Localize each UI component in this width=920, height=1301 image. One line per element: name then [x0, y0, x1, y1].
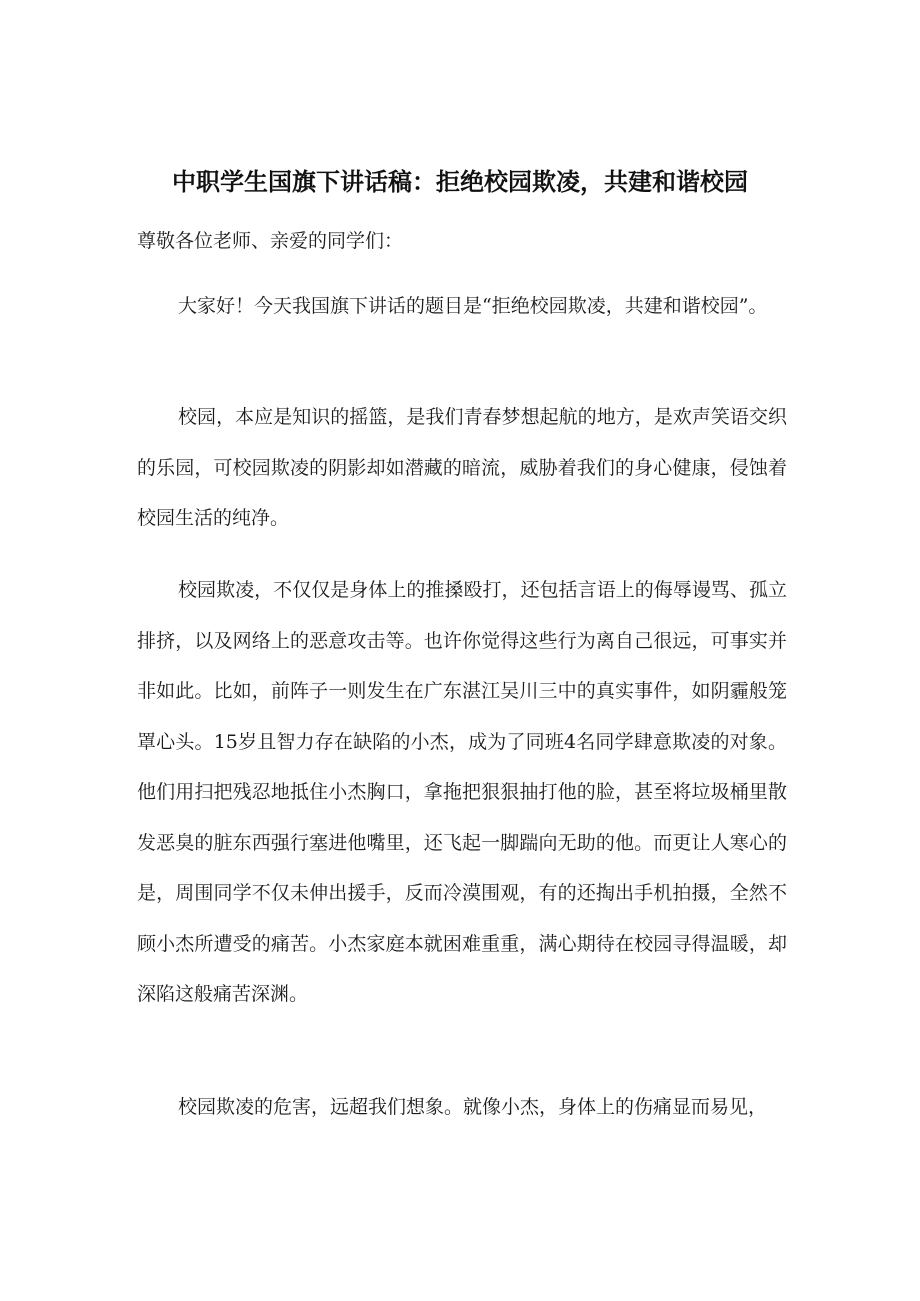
salutation: 尊敬各位老师、亲爱的同学们： — [137, 230, 404, 252]
paragraph-3: 校园欺凌，不仅仅是身体上的推搡殴打，还包括言语上的侮辱谩骂、孤立排挤，以及网络上的恶意攻击等。也许你觉得这些行为离自己很远，可事实并非如此。比如，前阵子一则发生在广东湛江吴川三中的真实事件，如阴霾般笼罩心头。15岁且智力存在缺陷的小杰，成为了同班4名同学肆意欺凌的对象。他们用扫把残忍地抵住小杰胸口，拿拖把狠狠抽打他的脸，甚至将垃圾桶里散发恶臭的脏东西强行塞进他嘴里，还飞起一脚踹向无助的他。而更让人寒心的是，周围同学不仅未伸出援手，反而冷漠围观，有的还掏出手机拍摄，全然不顾小杰所遭受的痛苦。小杰家庭本就困难重重，满心期待在校园寻得温暖，却深陷这般痛苦深渊。 — [137, 579, 787, 1005]
document-title: 中职学生国旗下讲话稿：拒绝校园欺凌，共建和谐校园 — [172, 168, 748, 197]
paragraph-4: 校园欺凌的危害，远超我们想象。就像小杰，身体上的伤痛显而易见， — [178, 1096, 768, 1118]
paragraph-2: 校园，本应是知识的摇篮，是我们青春梦想起航的地方，是欢声笑语交织的乐园，可校园欺凌的阴影却如潜藏的暗流，威胁着我们的身心健康，侵蚀着校园生活的纯净。 — [137, 406, 787, 529]
paragraph-1: 大家好！今天我国旗下讲话的题目是“拒绝校园欺凌，共建和谐校园”。 — [178, 295, 768, 317]
